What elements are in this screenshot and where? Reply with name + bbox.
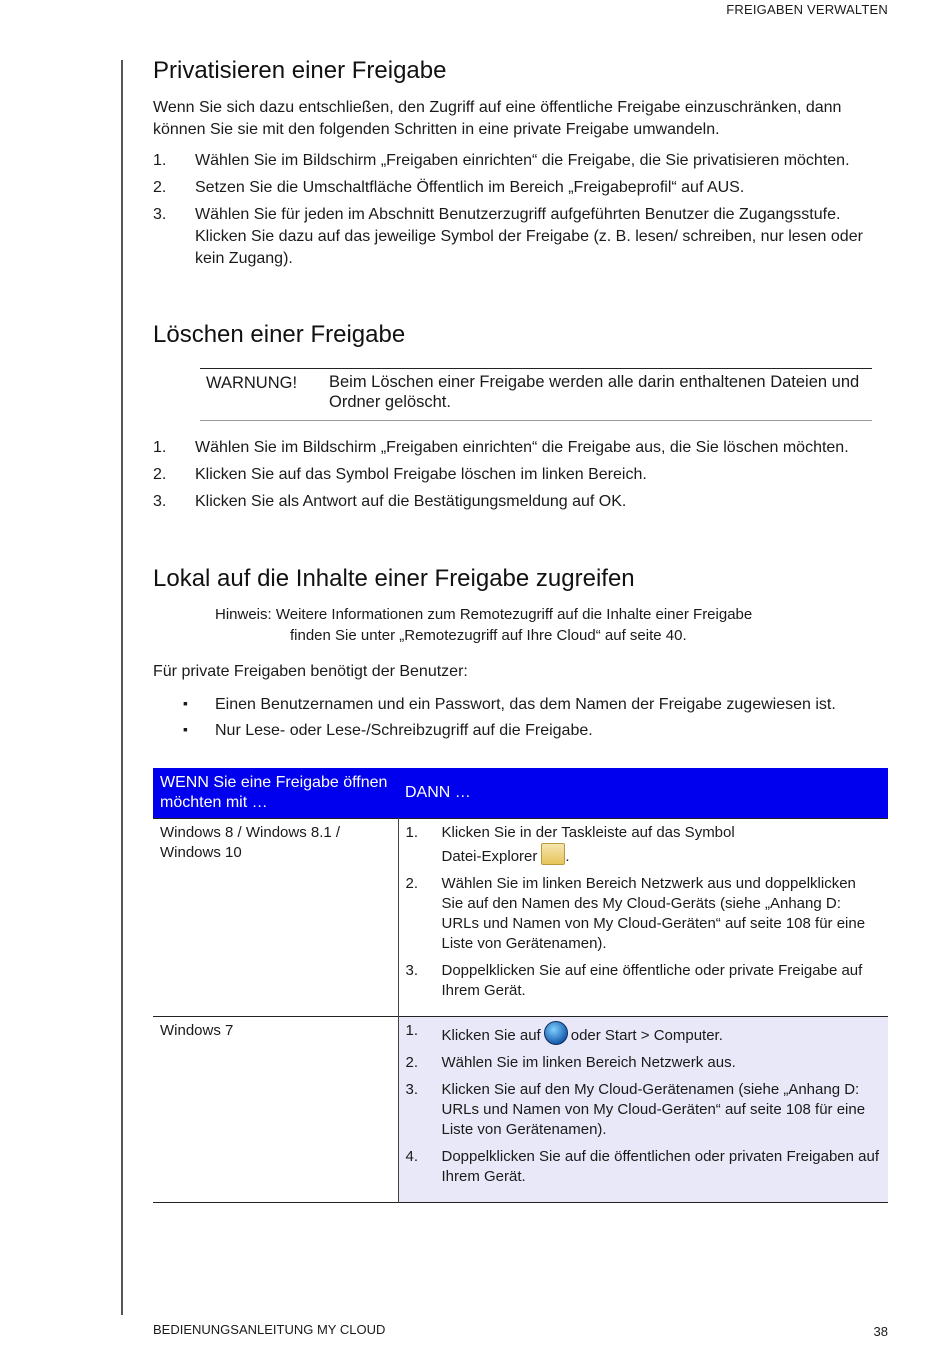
list-item: 2. Wählen Sie im linken Bereich Netzwerk aus. xyxy=(405,1054,736,1071)
list-item: 1. Klicken Sie in der Taskleiste auf das Symbol Datei-Explorer . xyxy=(405,824,735,865)
access-table xyxy=(153,768,888,1203)
file-explorer-icon xyxy=(541,843,565,865)
windows-start-icon xyxy=(544,1021,568,1045)
private-share-requirements-lead: Für private Freigaben benötigt der Benutzer: xyxy=(153,663,468,680)
note-text-line1: Weitere Informationen zum Remotezugriff auf die Inhalte einer Freigabe xyxy=(275,606,753,623)
steps-cell xyxy=(398,819,888,1017)
table-row xyxy=(153,1017,888,1203)
footer-title: BEDIENUNGSANLEITUNG MY CLOUD xyxy=(153,1322,386,1337)
heading-delete-share: Löschen einer Freigabe xyxy=(153,321,406,348)
list-item: 1. Klicken Sie auf oder Start > Computer. xyxy=(405,1022,723,1044)
table-header-row xyxy=(153,768,888,819)
list-item: 1. Wählen Sie im Bildschirm „Freigaben einrichten“ die Freigabe aus, die Sie löschen möchten. xyxy=(153,439,849,456)
list-item: 1. Wählen Sie im Bildschirm „Freigaben einrichten“ die Freigabe, die Sie privatisieren möchten. xyxy=(153,152,850,169)
note-text-line2: finden Sie unter „Remotezugriff auf Ihre Cloud“ auf seite 40. xyxy=(290,627,687,644)
page-number: 38 xyxy=(873,1324,888,1339)
list-item: 2. Klicken Sie auf das Symbol Freigabe löschen im linken Bereich. xyxy=(153,466,647,483)
warning-box xyxy=(200,368,872,421)
column-header-then: DANN … xyxy=(398,768,888,819)
warning-label: WARNUNG! xyxy=(206,374,298,392)
heading-privatize-share: Privatisieren einer Freigabe xyxy=(153,57,447,84)
list-item: 2. Setzen Sie die Umschaltfläche Öffentlich im Bereich „Freigabeprofil“ auf AUS. xyxy=(153,179,745,196)
list-item: 3. Klicken Sie auf den My Cloud-Gerätenamen (siehe „Anhang D: URLs und Namen von My Cloud-Geräten“ auf seite 108 für eine Liste von Gerätenamen). xyxy=(405,1081,866,1138)
privatize-intro: Wenn Sie sich dazu entschließen, den Zugriff auf eine öffentliche Freigabe einzuschränken, dann können Sie sie mit den folgenden Schritten in eine private Freigabe umwandeln. xyxy=(153,99,842,138)
list-item: 3. Doppelklicken Sie auf eine öffentliche oder private Freigabe auf Ihrem Gerät. xyxy=(405,962,863,999)
os-cell: Windows 7 xyxy=(153,1017,398,1203)
steps-cell xyxy=(398,1017,888,1203)
heading-local-access: Lokal auf die Inhalte einer Freigabe zugreifen xyxy=(153,565,635,592)
os-cell: Windows 8 / Windows 8.1 / Windows 10 xyxy=(153,819,398,1017)
margin-rule xyxy=(121,60,123,1315)
note-box xyxy=(215,604,815,646)
list-item: ▪ Nur Lese- oder Lese-/Schreibzugriff auf die Freigabe. xyxy=(183,718,836,744)
list-item: 4. Doppelklicken Sie auf die öffentlichen oder privaten Freigaben auf Ihrem Gerät. xyxy=(405,1148,880,1185)
list-item: 3. Klicken Sie als Antwort auf die Bestätigungsmeldung auf OK. xyxy=(153,493,627,510)
list-item: 2. Wählen Sie im linken Bereich Netzwerk aus und doppelklicken Sie auf den Namen des My Cloud-Geräts (siehe „Anhang D: URLs und Namen von My Cloud-Geräten“ auf seite 108 für eine Liste von Gerätenamen). xyxy=(405,875,866,952)
list-item: ▪ Einen Benutzernamen und ein Passwort, das dem Namen der Freigabe zugewiesen ist. xyxy=(183,692,836,718)
note-label: Hinweis: xyxy=(215,606,272,623)
warning-text: Beim Löschen einer Freigabe werden alle darin enthaltenen Dateien und Ordner gelöscht. xyxy=(329,373,860,411)
running-header: FREIGABEN VERWALTEN xyxy=(726,2,888,17)
table-row xyxy=(153,819,888,1017)
column-header-if: WENN Sie eine Freigabe öffnen möchten mit … xyxy=(153,768,398,819)
delete-steps xyxy=(153,437,873,518)
requirements-list xyxy=(183,692,836,744)
list-item: 3. Wählen Sie für jeden im Abschnitt Benutzerzugriff aufgeführten Benutzer die Zugangsstufe. Klicken Sie dazu auf das jeweilige Symbol der Freigabe (z. B. lesen/ schreiben, nur lesen oder kein Zugang). xyxy=(153,206,863,267)
privatize-steps xyxy=(153,150,873,275)
